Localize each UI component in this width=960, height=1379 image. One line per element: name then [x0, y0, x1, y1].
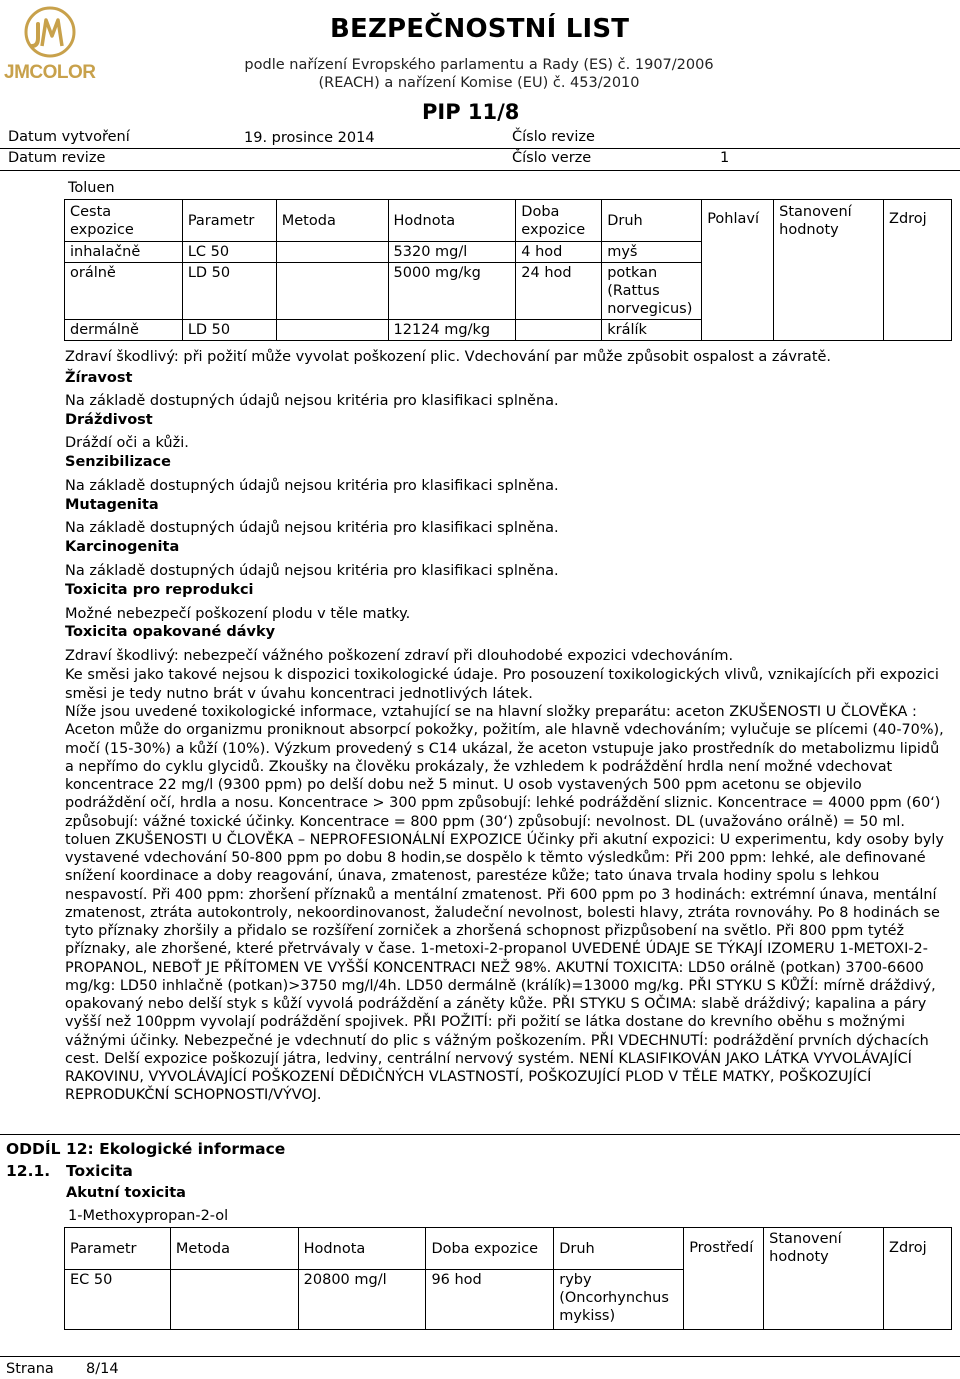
irritation-heading: Dráždivost — [65, 412, 153, 428]
sensitization-text: Na základě dostupných údajů nejsou kritéria pro klasifikaci splněna. — [65, 478, 559, 494]
irritation-text: Dráždí oči a kůži. — [65, 435, 189, 451]
jmcolor-logo — [2, 4, 98, 88]
col-route: Cesta expozice — [65, 200, 183, 242]
reproductive-heading: Toxicita pro reprodukci — [65, 582, 254, 598]
col-species: Druh — [554, 1228, 684, 1270]
reproductive-text: Možné nebezpečí poškození plodu v těle matky. — [65, 606, 411, 622]
substance-name: Toluen — [68, 180, 115, 196]
col-parameter: Parametr — [65, 1228, 171, 1270]
product-code: PIP 11/8 — [422, 100, 520, 124]
col-value: Hodnota — [388, 200, 516, 242]
section-divider — [0, 1134, 960, 1135]
cell-parameter: LD 50 — [182, 263, 276, 320]
page-label: Strana — [6, 1361, 54, 1377]
col-method: Metoda — [276, 200, 388, 242]
col-species: Druh — [602, 200, 702, 242]
cell-method — [170, 1270, 298, 1330]
version-label: Číslo verze — [512, 150, 592, 166]
cell-duration: 24 hod — [516, 263, 602, 320]
harmful-statement: Zdraví škodlivý: při požití může vyvolat poškození plic. Vdechování par může způsobit ospalost a závratě. — [65, 349, 832, 365]
mutagenicity-heading: Mutagenita — [65, 497, 159, 513]
col-environment: Prostředí — [684, 1228, 764, 1330]
version-value: 1 — [720, 150, 730, 166]
table-header-row — [65, 1228, 952, 1270]
cell-value: 20800 mg/l — [298, 1270, 426, 1330]
page-number: 8/14 — [86, 1361, 119, 1377]
section-12-1-title: Toxicita — [66, 1162, 133, 1180]
document-title: BEZPEČNOSTNÍ LIST — [330, 14, 630, 44]
eco-substance-name: 1-Methoxypropan-2-ol — [68, 1208, 229, 1224]
cell-parameter: EC 50 — [65, 1270, 171, 1330]
cell-parameter: LC 50 — [182, 242, 276, 263]
cell-duration: 96 hod — [426, 1270, 554, 1330]
col-source: Zdroj — [884, 200, 952, 341]
col-parameter: Parametr — [182, 200, 276, 242]
col-duration: Doba expozice — [426, 1228, 554, 1270]
document-subtitle: podle nařízení Evropského parlamentu a Rady (ES) č. 1907/2006 (REACH) a nařízení Komise (EU) č. 453/2010 — [244, 57, 714, 91]
cell-method — [276, 242, 388, 263]
mutagenicity-text: Na základě dostupných údajů nejsou kritéria pro klasifikaci splněna. — [65, 520, 559, 536]
cell-route: orálně — [65, 263, 183, 320]
corrosivity-text: Na základě dostupných údajů nejsou kritéria pro klasifikaci splněna. — [65, 393, 559, 409]
corrosivity-heading: Žíravost — [65, 370, 133, 386]
table-header-row — [65, 200, 952, 242]
created-label: Datum vytvoření — [8, 129, 130, 145]
cell-parameter: LD 50 — [182, 320, 276, 341]
cell-value: 5320 mg/l — [388, 242, 516, 263]
col-determination: Stanovení hodnoty — [774, 200, 884, 341]
cell-method — [276, 263, 388, 320]
cell-method — [276, 320, 388, 341]
detailed-toxicology-text: Níže jsou uvedené toxikologické informace, vztahující se na hlavní složky preparátu: aceton ZKUŠENOSTI U ČLOVĚKA : Aceton může do organizmu proniknout absorpcí pokožky, požitím, ale hlavně vdechováním; vylučuje se plícemi (40-70%), močí (15-30%) a kůží (10%). Výzkum provedený s C14 ukázal, že aceton vstupuje jako prostředník do metabolizmu lipidů a nepřímo do cyklu glycidů. Zkoušky na člověku prokázaly, že vzhledem k podráždění hrdla není možné vdechovat koncentrace 22 mg/l (9300 ppm) po delší dobu než 5 minut. U osob vystavených 500 ppm acetonu se objevilo podráždění očí, hrdla a nosu. Koncentrace > 300 ppm způsobují: lehké podráždění sliznic. Koncentrace = 4000 ppm (60‘) způsobují: vážné toxické účinky. Koncentrace = 800 ppm (30‘) způsobují: nevolnost. DL (uvažováno orálně) = 50 ml. toluen ZKUŠENOSTI U ČLOVĚKA – NEPROFESIONÁLNÍ EXPOZICE Účinky při akutní expozici: U experimentu, kdy osoby byly vystavené vdechování 50-800 ppm po dobu 8 hodin,se dospělo k těmto výsledkům: Při 200 ppm: lehké, ale definované snížení koordinace a doby reagování, únava, zmatenost, parestéze kůže; tato únava trvala hodiny spolu s lehkou nespavostí. Při 400 ppm: zhoršení příznaků a mentální zmatenost. Při 600 ppm po 3 hodinách: extrémní únava, mentální zmatenost, ztráta autokontroly, nekoordinovanost, žaludeční nevolnost, bolesti hlavy, ztráta rovnováhy. Po 8 hodinách se tyto příznaky zhoršily a přidalo se rozšíření zorniček a zhoršená schopnost přizpůsobení na světlo. Při 800 ppm tytéž příznaky, ale zhoršené, které přetrvávaly v čase. 1-metoxi-2-propanol UVEDENÉ ÚDAJE SE TÝKAJÍ IZOMERU 1-METOXI-2-PROPANOL, NEBOŤ JE PŘÍTOMEN VE VYŠŠÍ KONCENTRACI NEŽ 98%. AKUTNÍ TOXICITA: LD50 orálně (potkan) 3700-6600 mg/kg: LD50 inhlačně (potkan)>3750 mg/l/4h. LD50 dermálně (králík)=13000 mg/kg. PŘI STYKU S KŮŽÍ: mírně dráždivý, opakovaný nebo delší styk s kůží vyvolá podráždění a záněty kůže. PŘI STYKU S OČIMA: slabě dráždivý; kapalina a páry vyšší než 100ppm vyvolají podráždění spojivek. PŘI POŽITÍ: při požití se látka dostane do krevního oběhu s možnými vážnými účinky. Nebezpečné je vdechnutí do plic s vážným poškozením. PŘI VDECHNUTÍ: podráždění prvních dýchacích cest. Delší expozice poškozují játra, ledviny, centrální nervový systém. NENÍ KLASIFIKOVÁN JAKO LÁTKA VYVOLÁVAJÍCÍ RAKOVINU, VYVOLÁVAJÍCÍ POŠKOZENÍ DĚDIČNÝCH VLASTNOSTÍ, POŠKOZUJÍCÍ PLOD V TĚLE MATKY, POŠKOZUJÍCÍ REPRODUKČNÍ SCHOPNOSTI/VÝVOJ. — [65, 704, 944, 1104]
revision-date-label: Datum revize — [8, 150, 106, 166]
col-method: Metoda — [170, 1228, 298, 1270]
cell-species: ryby (Oncorhynchus mykiss) — [554, 1270, 684, 1330]
cell-route: inhalačně — [65, 242, 183, 263]
header-divider-1 — [0, 148, 960, 149]
created-value: 19. prosince 2014 — [244, 130, 375, 146]
col-sex: Pohlaví — [702, 200, 774, 341]
brand-name: JMCOLOR — [4, 62, 96, 83]
cell-species: potkan (Rattus norvegicus) — [602, 263, 702, 320]
col-source: Zdroj — [884, 1228, 952, 1330]
repeated-dose-text: Zdraví škodlivý: nebezpečí vážného poškození zdraví při dlouhodobé expozici vdechováním. — [65, 648, 734, 664]
col-determination: Stanovení hodnoty — [764, 1228, 884, 1330]
carcinogenicity-heading: Karcinogenita — [65, 539, 180, 555]
carcinogenicity-text: Na základě dostupných údajů nejsou kritéria pro klasifikaci splněna. — [65, 563, 559, 579]
section-12-title: ODDÍL 12: Ekologické informace — [6, 1140, 286, 1158]
cell-route: dermálně — [65, 320, 183, 341]
cell-value: 12124 mg/kg — [388, 320, 516, 341]
cell-species: králík — [602, 320, 702, 341]
col-duration: Doba expozice — [516, 200, 602, 242]
repeated-dose-heading: Toxicita opakované dávky — [65, 624, 276, 640]
col-value: Hodnota — [298, 1228, 426, 1270]
footer-divider — [0, 1356, 960, 1357]
cell-duration: 4 hod — [516, 242, 602, 263]
cell-value: 5000 mg/kg — [388, 263, 516, 320]
section-12-1-number: 12.1. — [6, 1162, 51, 1180]
header-divider-2 — [0, 170, 960, 171]
toxicity-table — [64, 199, 952, 341]
acute-toxicity-heading: Akutní toxicita — [66, 1185, 186, 1201]
eco-toxicity-table — [64, 1227, 952, 1330]
revision-number-label: Číslo revize — [512, 129, 595, 145]
mixture-note: Ke směsi jako takové nejsou k dispozici toxikologické údaje. Pro posouzení toxikologických vlivů, vznikajících při expozici směsi je tedy nutno brát v úvahu koncentraci jednotlivých látek. — [65, 667, 939, 702]
sensitization-heading: Senzibilizace — [65, 454, 171, 470]
cell-species: myš — [602, 242, 702, 263]
cell-duration — [516, 320, 602, 341]
